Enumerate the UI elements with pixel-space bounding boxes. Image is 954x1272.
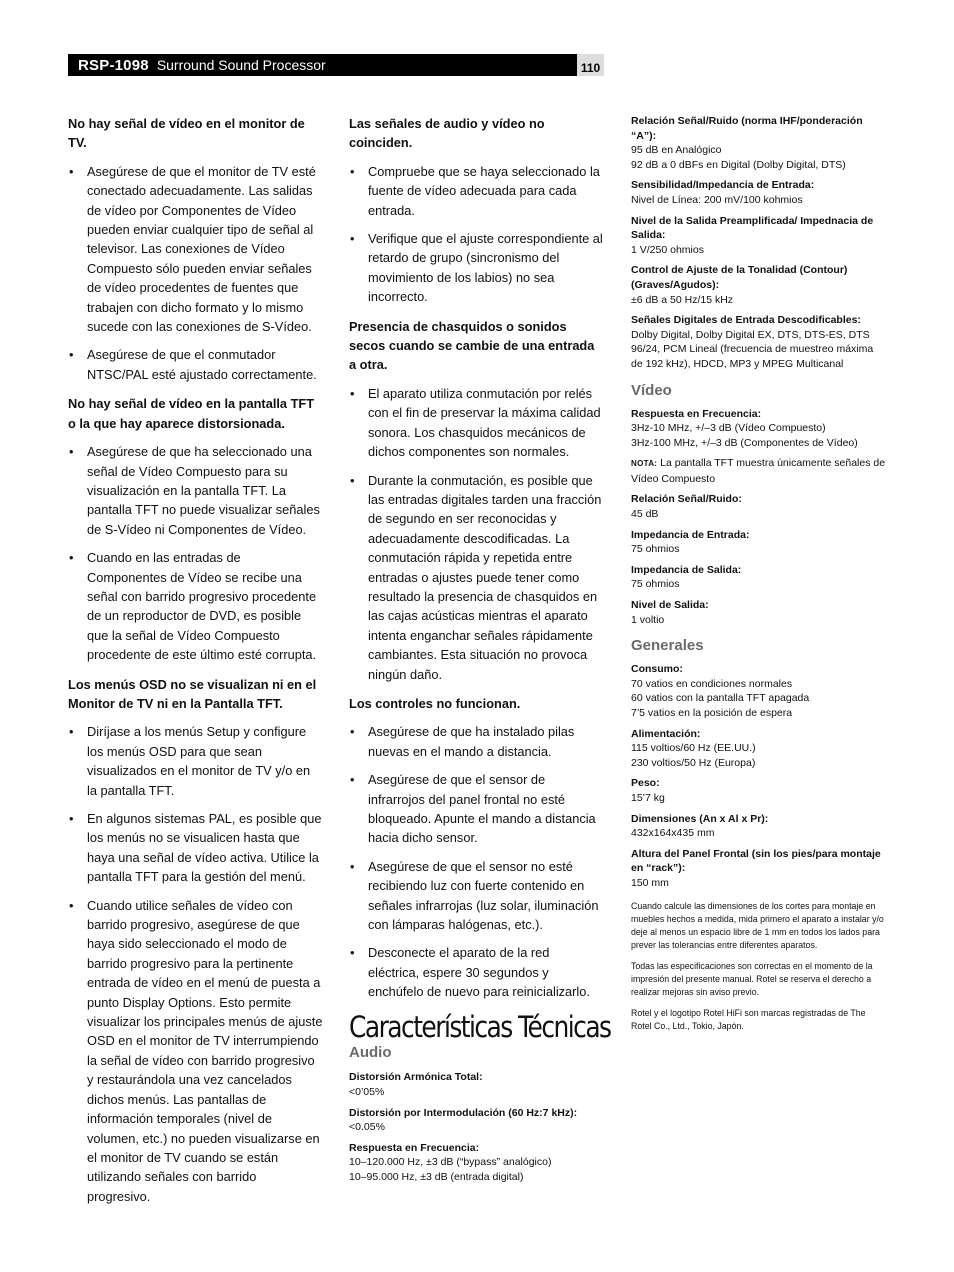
spec-value: 45 dB: [631, 508, 659, 521]
issue-block: [349, 317, 604, 684]
spec-value: 3Hz-100 MHz, +/–3 dB (Componentes de Vídeo): [631, 436, 858, 449]
spec-value: 15’7 kg: [631, 791, 665, 804]
spec-value: 150 mm: [631, 876, 669, 889]
spec-label: Nivel de Salida:: [631, 599, 709, 612]
spec-value: 115 voltios/60 Hz (EE.UU.): [631, 742, 756, 755]
list-item: • El aparato utiliza conmutación por relés con el fin de preservar la máxima calidad sonora. Los chasquidos mecánicos de dichos componentes son normales.: [349, 384, 604, 462]
spec-label: Relación Señal/Ruido:: [631, 493, 742, 506]
page-number: 110: [577, 54, 604, 76]
list-item: • Asegúrese de que el monitor de TV esté conectado adecuadamente. Las salidas de vídeo por Componentes de Vídeo pueden enviar cualquier tipo de señal al televisor. Las conexiones de Vídeo Compuesto sólo pueden enviar señales de vídeo procedentes de fuentes que trabajen con dicho formato y lo mismo sucede con las conexiones de S-Vídeo.: [68, 162, 323, 337]
issue-heading: Los controles no funcionan.: [349, 695, 521, 711]
spec-value: <0.05%: [349, 1121, 385, 1134]
spec-value: 230 voltios/50 Hz (Europa): [631, 756, 756, 769]
spec-label: Impedancia de Entrada:: [631, 528, 750, 541]
spec-label: Consumo:: [631, 663, 683, 676]
spec-item: [349, 1141, 604, 1185]
document-title: Surround Sound Processor: [156, 57, 326, 73]
spec-item: [349, 1070, 604, 1099]
issue-block: [68, 394, 323, 664]
spec-label: Control de Ajuste de la Tonalidad (Contour) (Graves/Agudos):: [631, 264, 848, 291]
model-name: RSP-1098: [78, 56, 149, 74]
spec-item: [631, 407, 887, 451]
spec-label: Sensibilidad/Impedancia de Entrada:: [631, 179, 815, 192]
spec-item: [631, 662, 887, 720]
note-text: La pantalla TFT muestra únicamente señales de Vídeo Compuesto: [631, 457, 886, 485]
list-item: • Desconecte el aparato de la red eléctrica, espere 30 segundos y enchúfelo de nuevo para reinicializarlo.: [349, 943, 604, 1001]
fine-print: Cuando calcule las dimensiones de los cortes para montaje en muebles hechos a medida, mida primero el aparato a instalar y/o deje al menos un espacio libre de 1 mm en todos los lados para prever las tolerancias entre diferentes aparatos.: [631, 900, 884, 950]
spec-item: [631, 313, 887, 371]
spec-label: Señales Digitales de Entrada Descodificables:: [631, 314, 861, 327]
fine-print: Rotel y el logotipo Rotel HiFi son marcas registradas de The Rotel Co., Ltd., Tokio, Japón.: [631, 1007, 866, 1031]
issue-block: [68, 114, 323, 384]
specifications-column: [631, 114, 887, 1041]
spec-label: Respuesta en Frecuencia:: [631, 407, 762, 420]
spec-value: Nivel de Línea: 200 mV/100 kohmios: [631, 193, 803, 206]
spec-value: 432x164x435 mm: [631, 827, 715, 840]
list-item: • Cuando en las entradas de Componentes de Vídeo se recibe una señal con barrido progresivo procedente de un reproductor de DVD, es posible que la señal de Vídeo Compuesto procedente de este último esté corrupta.: [68, 548, 323, 664]
spec-value: <0’05%: [349, 1086, 385, 1099]
spec-label: Dimensiones (An x Al x Pr):: [631, 812, 769, 825]
list-item: • Asegúrese de que el sensor no esté recibiendo luz con fuerte contenido en señales infrarrojas (luz solar, iluminación con lámparas halógenas, etc.).: [349, 857, 604, 935]
list-item: • Verifique que el ajuste correspondiente al retardo de grupo (sincronismo del movimiento de los labios) no sea incorrecto.: [349, 229, 604, 307]
spec-label: Impedancia de Salida:: [631, 563, 742, 576]
troubleshooting-column-2: [349, 114, 611, 1191]
spec-item: [631, 492, 887, 521]
spec-label: Altura del Panel Frontal (sin los pies/para montaje en “rack”):: [631, 847, 881, 875]
spec-item: [631, 214, 887, 258]
spec-value: 95 dB en Analógico: [631, 144, 722, 157]
spec-value: 10–95.000 Hz, ±3 dB (entrada digital): [349, 1171, 524, 1184]
issue-heading: Los menús OSD no se visualizan ni en el Monitor de TV ni en la Pantalla TFT.: [68, 676, 317, 711]
page-header: [68, 54, 577, 76]
list-item: • Durante la conmutación, es posible que las entradas digitales tarden una fracción de segundo en ser reconocidas y adecuadamente descodificadas. La conmutación rápida y repetida entre entradas o ajustes puede tener como resultado la presencia de chasquidos en las cajas acústicas mientras el aparato intenta enganchar señales rápidamente cambiantes. Esta situación no provoca ningún daño.: [349, 471, 604, 684]
spec-value: 1 V/250 ohmios: [631, 243, 704, 256]
spec-item: [631, 847, 887, 891]
spec-label: Alimentación:: [631, 727, 701, 740]
spec-item: [631, 263, 887, 307]
video-section-title: Vídeo: [631, 381, 672, 399]
spec-value: 92 dB a 0 dBFs en Digital (Dolby Digital, DTS): [631, 158, 846, 171]
list-item: • Cuando utilice señales de vídeo con barrido progresivo, asegúrese de que haya sido seleccionado el modo de barrido progresivo para la pertinente entrada de vídeo en el menú de puesta a punto Display Options. Esto permite visualizar los principales menús de ajuste OSD en el monitor de TV interrumpiendo la señal de vídeo con barrido progresivo y restaurándola una vez cancelados dichos menús. Las pantallas de información temporales (nivel de volumen, etc.) no pueden visualizarse en el monitor de TV cuando se están utilizando señales con barrido progresivo.: [68, 896, 323, 1207]
note-tag: NOTA:: [631, 459, 658, 469]
list-item: • Asegúrese de que el sensor de infrarrojos del panel frontal no esté bloqueado. Apunte el mando a distancia hacia dicho sensor.: [349, 770, 604, 848]
spec-value: 7’5 vatios en la posición de espera: [631, 707, 793, 719]
spec-item: [349, 1106, 604, 1135]
list-item: • Asegúrese de que el conmutador NTSC/PAL esté ajustado correctamente.: [68, 345, 323, 384]
spec-item: [631, 178, 887, 207]
spec-value: 70 vatios en condiciones normales: [631, 677, 793, 690]
spec-value: 10–120.000 Hz, ±3 dB (“bypass” analógico): [349, 1156, 552, 1169]
issue-heading: Las señales de audio y vídeo no coinciden.: [349, 116, 545, 151]
spec-item: [631, 727, 887, 771]
audio-section-title: Audio: [349, 1044, 392, 1062]
issue-block: [68, 675, 323, 1207]
spec-label: Nivel de la Salida Preamplificada/ Impednacia de Salida:: [631, 214, 874, 242]
general-section-title: Generales: [631, 637, 704, 655]
spec-value: ±6 dB a 50 Hz/15 kHz: [631, 293, 734, 306]
spec-value: 75 ohmios: [631, 578, 680, 591]
list-item: • En algunos sistemas PAL, es posible que los menús no se visualicen hasta que haya una señal de vídeo activa. Utilice la pantalla TFT para la gestión del menú.: [68, 809, 323, 887]
spec-item: [631, 528, 887, 557]
spec-value: 3Hz-10 MHz, +/–3 dB (Vídeo Compuesto): [631, 422, 826, 435]
issue-block: [349, 694, 604, 1002]
video-note: [631, 456, 887, 486]
spec-item: [631, 776, 887, 805]
issue-heading: No hay señal de vídeo en el monitor de TV.: [68, 116, 305, 151]
issue-heading: Presencia de chasquidos o sonidos secos cuando se cambie de una entrada a otra.: [349, 318, 595, 373]
spec-label: Peso:: [631, 777, 660, 790]
spec-value: Dolby Digital, Dolby Digital EX, DTS, DTS-ES, DTS 96/24, PCM Lineal (frecuencia de muestreo máxima de 192 kHz), HDCD, MP3 y MPEG Multicanal: [631, 328, 874, 370]
spec-item: [631, 563, 887, 592]
spec-label: Relación Señal/Ruido (norma IHF/ponderación “A”):: [631, 115, 863, 142]
spec-item: [631, 114, 887, 172]
list-item: • Asegúrese de que ha seleccionado una señal de Vídeo Compuesto para su visualización en la pantalla TFT. La pantalla TFT no puede visualizar señales de S-Vídeo ni Componentes de Vídeo.: [68, 442, 323, 539]
issue-block: [349, 114, 604, 307]
spec-label: Distorsión por Intermodulación (60 Hz:7 kHz):: [349, 1106, 578, 1119]
issue-heading: No hay señal de vídeo en la pantalla TFT o la que hay aparece distorsionada.: [68, 396, 315, 431]
specs-title: Características Técnicas: [349, 1009, 611, 1044]
list-item: • Diríjase a los menús Setup y configure los menús OSD para que sean visualizados en el monitor de TV y/o en la pantalla TFT.: [68, 722, 323, 800]
list-item: • Asegúrese de que ha instalado pilas nuevas en el mando a distancia.: [349, 722, 604, 761]
spec-label: Respuesta en Frecuencia:: [349, 1141, 480, 1154]
fine-print: Todas las especificaciones son correctas en el momento de la impresión del presente manual. Rotel se reserva el derecho a realizar mejoras sin aviso previo.: [631, 960, 873, 997]
spec-value: 75 ohmios: [631, 543, 680, 556]
spec-value: 60 vatios con la pantalla TFT apagada: [631, 692, 810, 705]
spec-item: [631, 812, 887, 841]
spec-label: Distorsión Armónica Total:: [349, 1071, 483, 1084]
spec-value: 1 voltio: [631, 613, 665, 626]
list-item: • Compruebe que se haya seleccionado la fuente de vídeo adecuada para cada entrada.: [349, 162, 604, 220]
spec-item: [631, 598, 887, 627]
troubleshooting-column-1: [68, 114, 323, 1216]
